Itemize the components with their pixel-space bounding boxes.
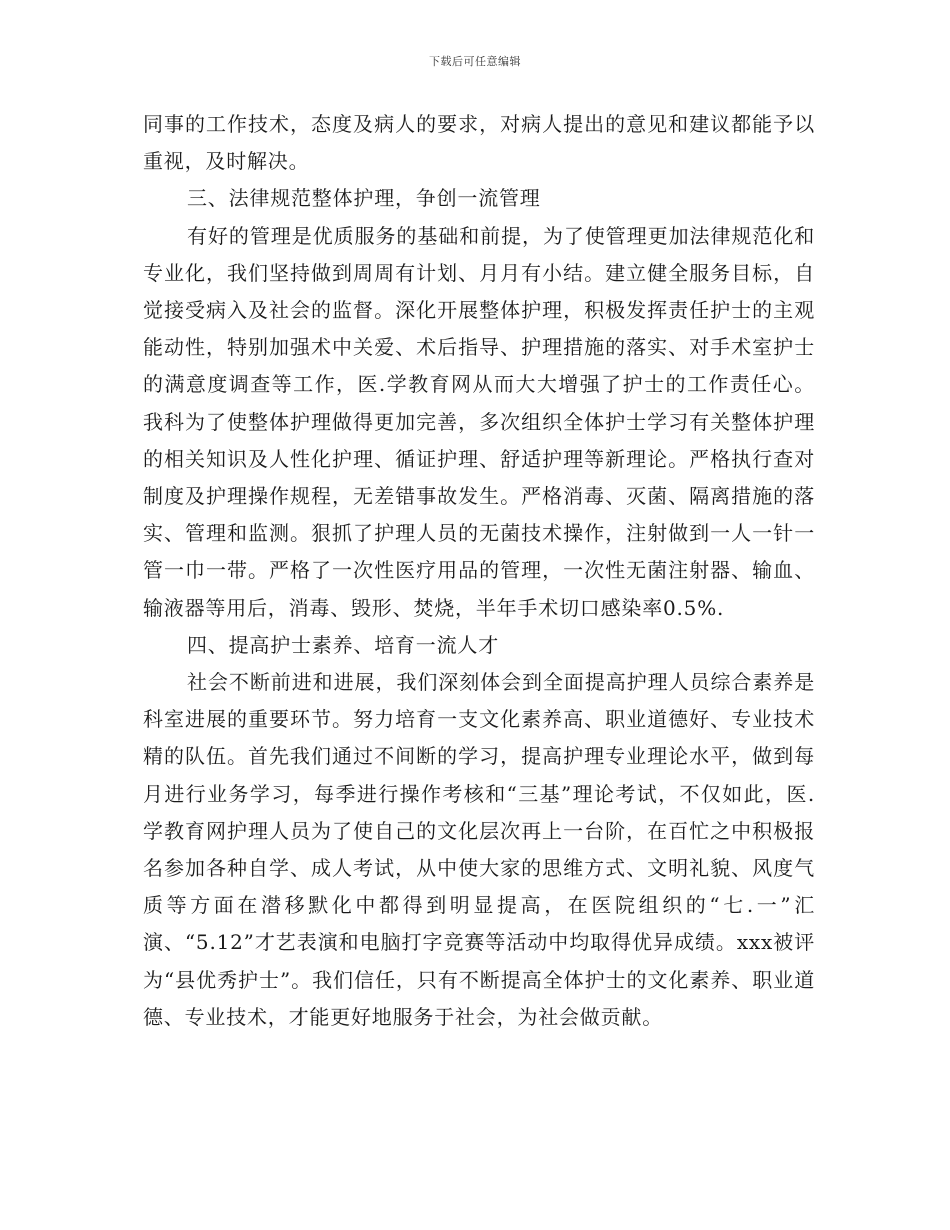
- paragraph-continuation: 同事的工作技术，态度及病人的要求，对病人提出的意见和建议都能予以重视，及时解决。: [143, 112, 815, 174]
- section-heading-four: 四、提高护士素养、培育一流人才: [187, 632, 499, 657]
- section-heading-three: 三、法律规范整体护理，争创一流管理: [187, 186, 541, 211]
- paragraph-training: 社会不断前进和进展，我们深刻体会到全面提高护理人员综合素养是科室进展的重要环节。努力培育一支文化素养高、职业道德好、专业技术精的队伍。首先我们通过不间断的学习，提高护理专业理论水平，做到每月进行业务学习，每季进行操作考核和“三基”理论考试，不仅如此，医.学教育网护理人员为了使自己的文化层次再上一台阶，在百忙之中积极报名参加各种自学、成人考试，从中使大家的思维方式、文明礼貌、风度气质等方面在潜移默化中都得到明显提高，在医院组织的“七.一”汇演、“5.12”才艺表演和电脑打字竞赛等活动中均取得优异成绩。xxx被评为“县优秀护士”。我们信任，只有不断提高全体护士的文化素养、职业道德、专业技术，才能更好地服务于社会，为社会做贡献。: [143, 670, 815, 1029]
- page-header: 下载后可任意编辑: [429, 55, 521, 68]
- document-body: [143, 106, 815, 1036]
- paragraph-management: 有好的管理是优质服务的基础和前提，为了使管理更加法律规范化和专业化，我们坚持做到周周有计划、月月有小结。建立健全服务目标，自觉接受病入及社会的监督。深化开展整体护理，积极发挥责任护士的主观能动性，特别加强术中关爱、术后指导、护理措施的落实、对手术室护士的满意度调查等工作，医.学教育网从而大大增强了护士的工作责任心。我科为了使整体护理做得更加完善，多次组织全体护士学习有关整体护理的相关知识及人性化护理、循证护理、舒适护理等新理论。严格执行查对制度及护理操作规程，无差错事故发生。严格消毒、灭菌、隔离措施的落实、管理和监测。狠抓了护理人员的无菌技术操作，注射做到一人一针一管一巾一带。严格了一次性医疗用品的管理，一次性无菌注射器、输血、输液器等用后，消毒、毁形、焚烧，半年手术切口感染率0.5%.: [143, 223, 815, 620]
